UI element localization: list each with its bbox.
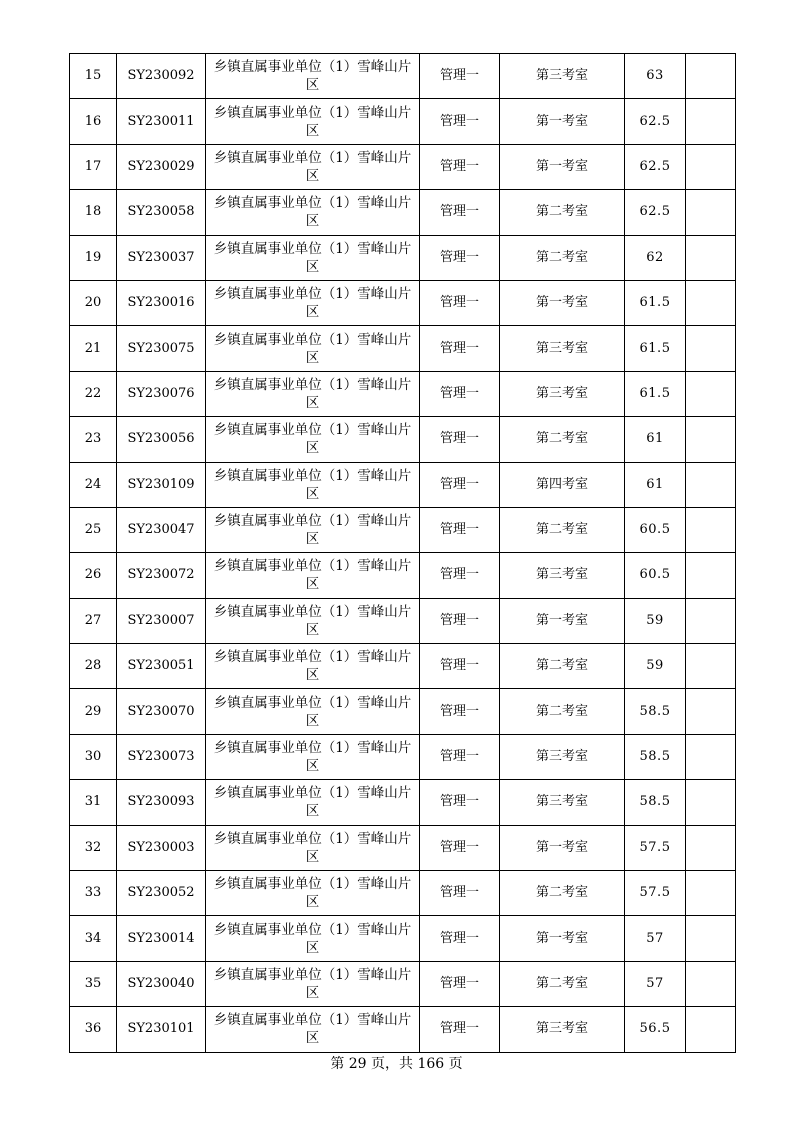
table-row (70, 553, 736, 598)
cell-position: 管理一 (420, 235, 500, 280)
cell-unit: 乡镇直属事业单位（1）雪峰山片区 (206, 780, 420, 825)
cell-remark (686, 553, 736, 598)
cell-unit: 乡镇直属事业单位（1）雪峰山片区 (206, 507, 420, 552)
cell-serial-number: 34 (70, 916, 117, 961)
cell-exam-room: 第三考室 (500, 371, 625, 416)
table-row (70, 598, 736, 643)
cell-exam-id: SY230037 (117, 235, 206, 280)
table-row (70, 326, 736, 371)
cell-exam-room: 第一考室 (500, 598, 625, 643)
table-row (70, 1007, 736, 1052)
cell-score: 61.5 (625, 280, 686, 325)
cell-exam-id: SY230109 (117, 462, 206, 507)
cell-unit: 乡镇直属事业单位（1）雪峰山片区 (206, 371, 420, 416)
cell-unit: 乡镇直属事业单位（1）雪峰山片区 (206, 144, 420, 189)
cell-remark (686, 144, 736, 189)
cell-remark (686, 734, 736, 779)
cell-score: 62.5 (625, 144, 686, 189)
cell-serial-number: 20 (70, 280, 117, 325)
cell-serial-number: 27 (70, 598, 117, 643)
cell-score: 58.5 (625, 780, 686, 825)
cell-serial-number: 29 (70, 689, 117, 734)
cell-exam-id: SY230093 (117, 780, 206, 825)
cell-position: 管理一 (420, 326, 500, 371)
cell-position: 管理一 (420, 462, 500, 507)
cell-serial-number: 17 (70, 144, 117, 189)
cell-exam-id: SY230070 (117, 689, 206, 734)
cell-exam-room: 第一考室 (500, 280, 625, 325)
cell-serial-number: 24 (70, 462, 117, 507)
cell-exam-id: SY230073 (117, 734, 206, 779)
cell-position: 管理一 (420, 190, 500, 235)
cell-score: 59 (625, 598, 686, 643)
cell-unit: 乡镇直属事业单位（1）雪峰山片区 (206, 54, 420, 99)
table-row (70, 780, 736, 825)
cell-position: 管理一 (420, 961, 500, 1006)
cell-unit: 乡镇直属事业单位（1）雪峰山片区 (206, 598, 420, 643)
cell-exam-room: 第三考室 (500, 54, 625, 99)
cell-score: 61 (625, 462, 686, 507)
cell-unit: 乡镇直属事业单位（1）雪峰山片区 (206, 553, 420, 598)
cell-remark (686, 961, 736, 1006)
cell-position: 管理一 (420, 144, 500, 189)
cell-exam-id: SY230072 (117, 553, 206, 598)
cell-exam-id: SY230011 (117, 99, 206, 144)
cell-serial-number: 26 (70, 553, 117, 598)
table-row (70, 144, 736, 189)
table-row (70, 644, 736, 689)
cell-score: 58.5 (625, 689, 686, 734)
table-row (70, 825, 736, 870)
cell-serial-number: 15 (70, 54, 117, 99)
cell-exam-room: 第三考室 (500, 780, 625, 825)
cell-exam-room: 第三考室 (500, 326, 625, 371)
table-row (70, 190, 736, 235)
table-row (70, 689, 736, 734)
cell-serial-number: 21 (70, 326, 117, 371)
cell-serial-number: 32 (70, 825, 117, 870)
cell-position: 管理一 (420, 644, 500, 689)
cell-serial-number: 28 (70, 644, 117, 689)
table-row (70, 961, 736, 1006)
cell-exam-room: 第三考室 (500, 1007, 625, 1052)
cell-position: 管理一 (420, 54, 500, 99)
cell-exam-id: SY230029 (117, 144, 206, 189)
cell-remark (686, 1007, 736, 1052)
cell-exam-room: 第四考室 (500, 462, 625, 507)
cell-position: 管理一 (420, 371, 500, 416)
cell-position: 管理一 (420, 553, 500, 598)
cell-exam-room: 第一考室 (500, 144, 625, 189)
cell-score: 61.5 (625, 371, 686, 416)
cell-remark (686, 780, 736, 825)
cell-exam-id: SY230076 (117, 371, 206, 416)
table-row (70, 417, 736, 462)
cell-remark (686, 190, 736, 235)
page-footer: 第 29 页，共 166 页 (330, 1056, 463, 1072)
cell-unit: 乡镇直属事业单位（1）雪峰山片区 (206, 644, 420, 689)
cell-serial-number: 23 (70, 417, 117, 462)
table-row (70, 371, 736, 416)
cell-unit: 乡镇直属事业单位（1）雪峰山片区 (206, 1007, 420, 1052)
cell-unit: 乡镇直属事业单位（1）雪峰山片区 (206, 462, 420, 507)
cell-position: 管理一 (420, 825, 500, 870)
cell-position: 管理一 (420, 507, 500, 552)
cell-unit: 乡镇直属事业单位（1）雪峰山片区 (206, 689, 420, 734)
cell-unit: 乡镇直属事业单位（1）雪峰山片区 (206, 235, 420, 280)
cell-unit: 乡镇直属事业单位（1）雪峰山片区 (206, 825, 420, 870)
cell-score: 57 (625, 916, 686, 961)
results-table-body (70, 54, 736, 1053)
cell-position: 管理一 (420, 780, 500, 825)
cell-remark (686, 507, 736, 552)
cell-exam-id: SY230014 (117, 916, 206, 961)
cell-exam-id: SY230075 (117, 326, 206, 371)
cell-serial-number: 22 (70, 371, 117, 416)
cell-position: 管理一 (420, 417, 500, 462)
cell-score: 60.5 (625, 553, 686, 598)
table-row (70, 235, 736, 280)
cell-score: 61 (625, 417, 686, 462)
table-row (70, 280, 736, 325)
cell-exam-room: 第二考室 (500, 871, 625, 916)
cell-remark (686, 644, 736, 689)
cell-exam-id: SY230040 (117, 961, 206, 1006)
cell-remark (686, 871, 736, 916)
cell-score: 60.5 (625, 507, 686, 552)
cell-unit: 乡镇直属事业单位（1）雪峰山片区 (206, 417, 420, 462)
cell-remark (686, 598, 736, 643)
cell-serial-number: 35 (70, 961, 117, 1006)
cell-score: 61.5 (625, 326, 686, 371)
results-table (69, 53, 736, 1053)
cell-serial-number: 25 (70, 507, 117, 552)
cell-exam-room: 第二考室 (500, 644, 625, 689)
cell-exam-room: 第一考室 (500, 916, 625, 961)
cell-serial-number: 18 (70, 190, 117, 235)
cell-remark (686, 99, 736, 144)
cell-remark (686, 417, 736, 462)
cell-serial-number: 33 (70, 871, 117, 916)
cell-serial-number: 19 (70, 235, 117, 280)
cell-remark (686, 689, 736, 734)
cell-remark (686, 462, 736, 507)
cell-score: 63 (625, 54, 686, 99)
cell-position: 管理一 (420, 916, 500, 961)
cell-exam-id: SY230016 (117, 280, 206, 325)
table-row (70, 54, 736, 99)
cell-unit: 乡镇直属事业单位（1）雪峰山片区 (206, 734, 420, 779)
cell-exam-room: 第三考室 (500, 734, 625, 779)
cell-remark (686, 326, 736, 371)
cell-exam-room: 第一考室 (500, 825, 625, 870)
cell-exam-id: SY230092 (117, 54, 206, 99)
cell-remark (686, 825, 736, 870)
cell-serial-number: 30 (70, 734, 117, 779)
cell-unit: 乡镇直属事业单位（1）雪峰山片区 (206, 99, 420, 144)
cell-position: 管理一 (420, 1007, 500, 1052)
cell-unit: 乡镇直属事业单位（1）雪峰山片区 (206, 280, 420, 325)
cell-remark (686, 916, 736, 961)
cell-serial-number: 31 (70, 780, 117, 825)
cell-score: 58.5 (625, 734, 686, 779)
cell-unit: 乡镇直属事业单位（1）雪峰山片区 (206, 326, 420, 371)
cell-exam-id: SY230052 (117, 871, 206, 916)
table-row (70, 462, 736, 507)
cell-position: 管理一 (420, 734, 500, 779)
cell-exam-id: SY230101 (117, 1007, 206, 1052)
cell-exam-room: 第二考室 (500, 190, 625, 235)
table-row (70, 871, 736, 916)
cell-exam-id: SY230047 (117, 507, 206, 552)
table-row (70, 507, 736, 552)
cell-exam-room: 第二考室 (500, 961, 625, 1006)
cell-serial-number: 16 (70, 99, 117, 144)
cell-position: 管理一 (420, 689, 500, 734)
cell-position: 管理一 (420, 598, 500, 643)
cell-score: 59 (625, 644, 686, 689)
cell-remark (686, 371, 736, 416)
cell-position: 管理一 (420, 99, 500, 144)
cell-score: 57.5 (625, 825, 686, 870)
cell-exam-room: 第三考室 (500, 553, 625, 598)
cell-exam-id: SY230051 (117, 644, 206, 689)
table-row (70, 99, 736, 144)
cell-exam-id: SY230056 (117, 417, 206, 462)
table-row (70, 916, 736, 961)
cell-unit: 乡镇直属事业单位（1）雪峰山片区 (206, 961, 420, 1006)
table-row (70, 734, 736, 779)
cell-remark (686, 54, 736, 99)
cell-score: 57 (625, 961, 686, 1006)
cell-position: 管理一 (420, 871, 500, 916)
cell-position: 管理一 (420, 280, 500, 325)
cell-score: 62.5 (625, 99, 686, 144)
cell-unit: 乡镇直属事业单位（1）雪峰山片区 (206, 871, 420, 916)
cell-score: 57.5 (625, 871, 686, 916)
cell-unit: 乡镇直属事业单位（1）雪峰山片区 (206, 916, 420, 961)
cell-exam-id: SY230007 (117, 598, 206, 643)
cell-exam-room: 第二考室 (500, 689, 625, 734)
cell-remark (686, 280, 736, 325)
cell-exam-room: 第二考室 (500, 507, 625, 552)
cell-serial-number: 36 (70, 1007, 117, 1052)
cell-score: 62.5 (625, 190, 686, 235)
cell-exam-room: 第二考室 (500, 235, 625, 280)
cell-unit: 乡镇直属事业单位（1）雪峰山片区 (206, 190, 420, 235)
cell-exam-room: 第一考室 (500, 99, 625, 144)
cell-remark (686, 235, 736, 280)
cell-score: 62 (625, 235, 686, 280)
cell-exam-id: SY230058 (117, 190, 206, 235)
cell-exam-id: SY230003 (117, 825, 206, 870)
cell-exam-room: 第二考室 (500, 417, 625, 462)
cell-score: 56.5 (625, 1007, 686, 1052)
